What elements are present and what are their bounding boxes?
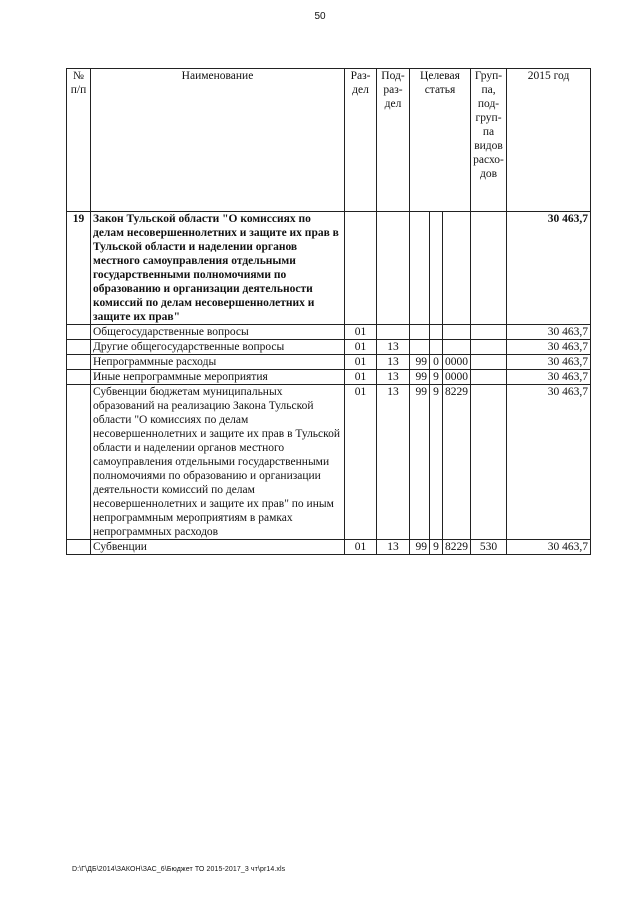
cell-amount: 30 463,7 bbox=[507, 385, 591, 540]
cell-section: 01 bbox=[345, 325, 377, 340]
cell-amount: 30 463,7 bbox=[507, 355, 591, 370]
cell-target-3: 8229 bbox=[443, 385, 471, 540]
table-row bbox=[67, 385, 591, 540]
cell-num bbox=[67, 540, 91, 555]
cell-target-2: 9 bbox=[430, 540, 443, 555]
cell-section: 01 bbox=[345, 355, 377, 370]
footer-file-path: D:\Г\ДБ\2014\ЗАКОН\ЗАС_6\Бюджет ТО 2015-2017_3 чт\pr14.xls bbox=[72, 866, 286, 873]
cell-group bbox=[471, 385, 507, 540]
cell-group bbox=[471, 212, 507, 325]
table-row bbox=[67, 370, 591, 385]
cell-subsection: 13 bbox=[377, 355, 410, 370]
cell-section: 01 bbox=[345, 340, 377, 355]
cell-amount: 30 463,7 bbox=[507, 370, 591, 385]
budget-table bbox=[66, 68, 591, 555]
cell-name: Другие общегосударственные вопросы bbox=[91, 340, 345, 355]
cell-num bbox=[67, 370, 91, 385]
cell-section: 01 bbox=[345, 385, 377, 540]
cell-num bbox=[67, 385, 91, 540]
cell-section: 01 bbox=[345, 540, 377, 555]
header-section: Раз-дел bbox=[345, 69, 377, 212]
cell-subsection: 13 bbox=[377, 385, 410, 540]
cell-target-3 bbox=[443, 325, 471, 340]
cell-name: Субвенции бюджетам муниципальных образований на реализацию Закона Тульской области "О комиссиях по делам несовершеннолетних и защите их прав в Тульской области и наделении органов местного самоуправления отдельными государственными полномочиями по образованию и организации деятельности комиссий по делам несовершеннолетних и защите их прав" по иным непрограммным мероприятиям в рамках непрограммных расходов bbox=[91, 385, 345, 540]
cell-subsection bbox=[377, 212, 410, 325]
cell-target-1: 99 bbox=[410, 385, 430, 540]
cell-target-2: 9 bbox=[430, 370, 443, 385]
cell-num bbox=[67, 340, 91, 355]
cell-target-2: 9 bbox=[430, 385, 443, 540]
cell-group: 530 bbox=[471, 540, 507, 555]
cell-target-2 bbox=[430, 325, 443, 340]
cell-target-1 bbox=[410, 325, 430, 340]
cell-group bbox=[471, 370, 507, 385]
cell-amount: 30 463,7 bbox=[507, 325, 591, 340]
cell-amount: 30 463,7 bbox=[507, 540, 591, 555]
cell-subsection: 13 bbox=[377, 370, 410, 385]
table-row bbox=[67, 325, 591, 340]
table-row bbox=[67, 340, 591, 355]
cell-group bbox=[471, 325, 507, 340]
cell-target-3 bbox=[443, 212, 471, 325]
cell-amount: 30 463,7 bbox=[507, 212, 591, 325]
table-row bbox=[67, 212, 591, 325]
cell-target-2: 0 bbox=[430, 355, 443, 370]
table-body bbox=[67, 212, 591, 555]
cell-section: 01 bbox=[345, 370, 377, 385]
table-header-row bbox=[67, 69, 591, 212]
page-number: 50 bbox=[314, 11, 326, 22]
cell-subsection: 13 bbox=[377, 540, 410, 555]
header-group: Груп-па, под-груп-па видов расхо-дов bbox=[471, 69, 507, 212]
cell-section bbox=[345, 212, 377, 325]
cell-target-1: 99 bbox=[410, 540, 430, 555]
cell-name: Субвенции bbox=[91, 540, 345, 555]
cell-target-1 bbox=[410, 340, 430, 355]
cell-name: Закон Тульской области "О комиссиях по делам несовершеннолетних и защите их прав в Тульской области и наделении органов местного самоуправления отдельными государственными полномочиями по образованию и организации деятельности комиссий по делам несовершеннолетних и защите их прав" bbox=[91, 212, 345, 325]
table-row bbox=[67, 355, 591, 370]
cell-target-3 bbox=[443, 340, 471, 355]
header-year: 2015 год bbox=[507, 69, 591, 212]
table-row bbox=[67, 540, 591, 555]
cell-target-3: 0000 bbox=[443, 355, 471, 370]
header-target: Целевая статья bbox=[410, 69, 471, 212]
cell-subsection bbox=[377, 325, 410, 340]
header-subsection: Под-раз-дел bbox=[377, 69, 410, 212]
cell-name: Общегосударственные вопросы bbox=[91, 325, 345, 340]
cell-name: Непрограммные расходы bbox=[91, 355, 345, 370]
cell-target-2 bbox=[430, 340, 443, 355]
cell-target-1 bbox=[410, 212, 430, 325]
cell-name: Иные непрограммные мероприятия bbox=[91, 370, 345, 385]
cell-amount: 30 463,7 bbox=[507, 340, 591, 355]
header-num: № п/п bbox=[67, 69, 91, 212]
cell-subsection: 13 bbox=[377, 340, 410, 355]
cell-num bbox=[67, 355, 91, 370]
cell-group bbox=[471, 355, 507, 370]
cell-group bbox=[471, 340, 507, 355]
cell-num bbox=[67, 325, 91, 340]
header-name: Наименование bbox=[91, 69, 345, 212]
cell-target-2 bbox=[430, 212, 443, 325]
cell-target-1: 99 bbox=[410, 355, 430, 370]
cell-target-3: 0000 bbox=[443, 370, 471, 385]
cell-num: 19 bbox=[67, 212, 91, 325]
cell-target-1: 99 bbox=[410, 370, 430, 385]
cell-target-3: 8229 bbox=[443, 540, 471, 555]
